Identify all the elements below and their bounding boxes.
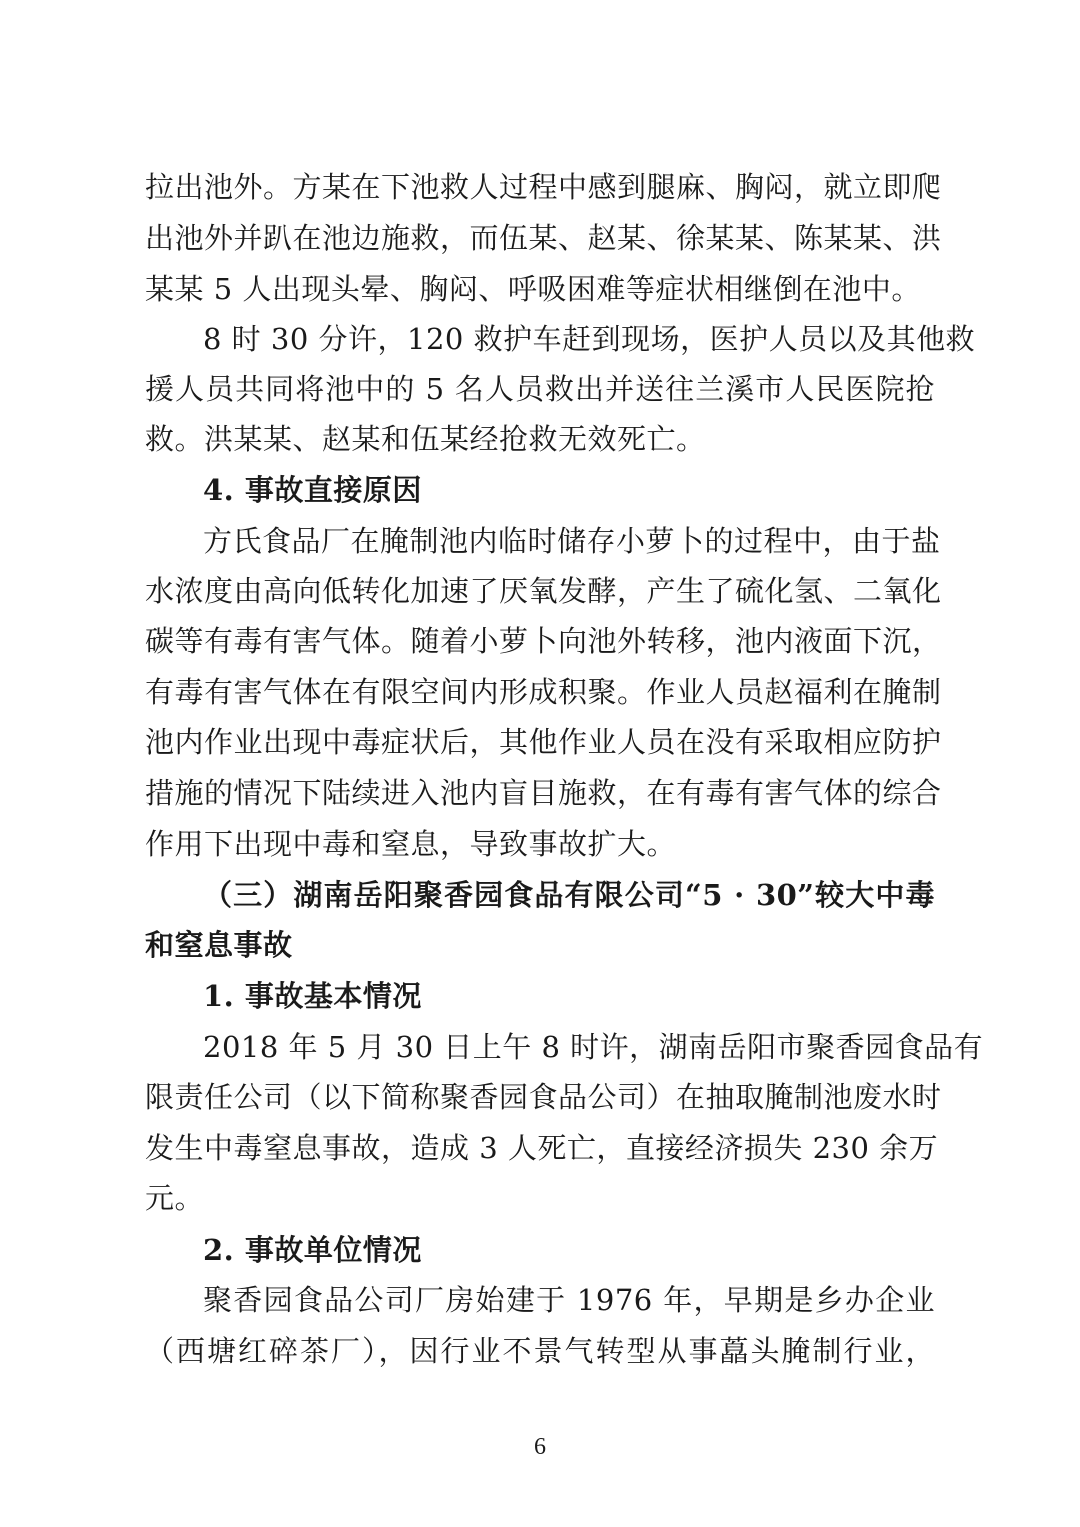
page-number: 6 [534, 1434, 546, 1460]
paragraph-line: 救。洪某某、赵某和伍某经抢救无效死亡。 [145, 422, 706, 456]
paragraph-line: 8 时 30 分许，120 救护车赶到现场，医护人员以及其他救 [203, 322, 976, 356]
paragraph-line: 碳等有毒有害气体。随着小萝卜向池外转移，池内液面下沉， [145, 624, 942, 658]
paragraph-line: （西塘红碎茶厂），因行业不景气转型从事藠头腌制行业， [145, 1334, 935, 1368]
paragraph-line: 2018 年 5 月 30 日上午 8 时许，湖南岳阳市聚香园食品有 [203, 1030, 984, 1064]
paragraph-line: 援人员共同将池中的 5 名人员救出并送往兰溪市人民医院抢 [145, 372, 935, 406]
section-heading: 和窒息事故 [145, 928, 293, 962]
paragraph-line: 池内作业出现中毒症状后，其他作业人员在没有采取相应防护 [145, 725, 942, 759]
paragraph-line: 聚香园食品公司厂房始建于 1976 年，早期是乡办企业 [203, 1283, 935, 1317]
paragraph-line: 出池外并趴在池边施救，而伍某、赵某、徐某某、陈某某、洪 [145, 221, 942, 255]
paragraph-line: 方氏食品厂在腌制池内临时储存小萝卜的过程中，由于盐 [203, 524, 941, 558]
section-heading: 2. 事故单位情况 [203, 1233, 422, 1267]
paragraph-line: 发生中毒窒息事故，造成 3 人死亡，直接经济损失 230 余万 [145, 1131, 939, 1165]
section-heading: 1. 事故基本情况 [203, 979, 422, 1013]
section-heading: 4. 事故直接原因 [203, 473, 422, 507]
paragraph-line: 作用下出现中毒和窒息，导致事故扩大。 [145, 827, 677, 861]
paragraph-line: 水浓度由高向低转化加速了厌氧发酵，产生了硫化氢、二氧化 [145, 574, 942, 608]
paragraph-line: 某某 5 人出现头晕、胸闷、呼吸困难等症状相继倒在池中。 [145, 272, 921, 306]
paragraph-line: 拉出池外。方某在下池救人过程中感到腿麻、胸闷，就立即爬 [145, 170, 942, 204]
paragraph-line: 限责任公司（以下简称聚香园食品公司）在抽取腌制池废水时 [145, 1080, 942, 1114]
paragraph-line: 措施的情况下陆续进入池内盲目施救，在有毒有害气体的综合 [145, 776, 942, 810]
paragraph-line: 有毒有害气体在有限空间内形成积聚。作业人员赵福利在腌制 [145, 675, 942, 709]
paragraph-line: 元。 [145, 1181, 205, 1215]
section-heading: （三）湖南岳阳聚香园食品有限公司“5 · 30”较大中毒 [203, 878, 935, 912]
